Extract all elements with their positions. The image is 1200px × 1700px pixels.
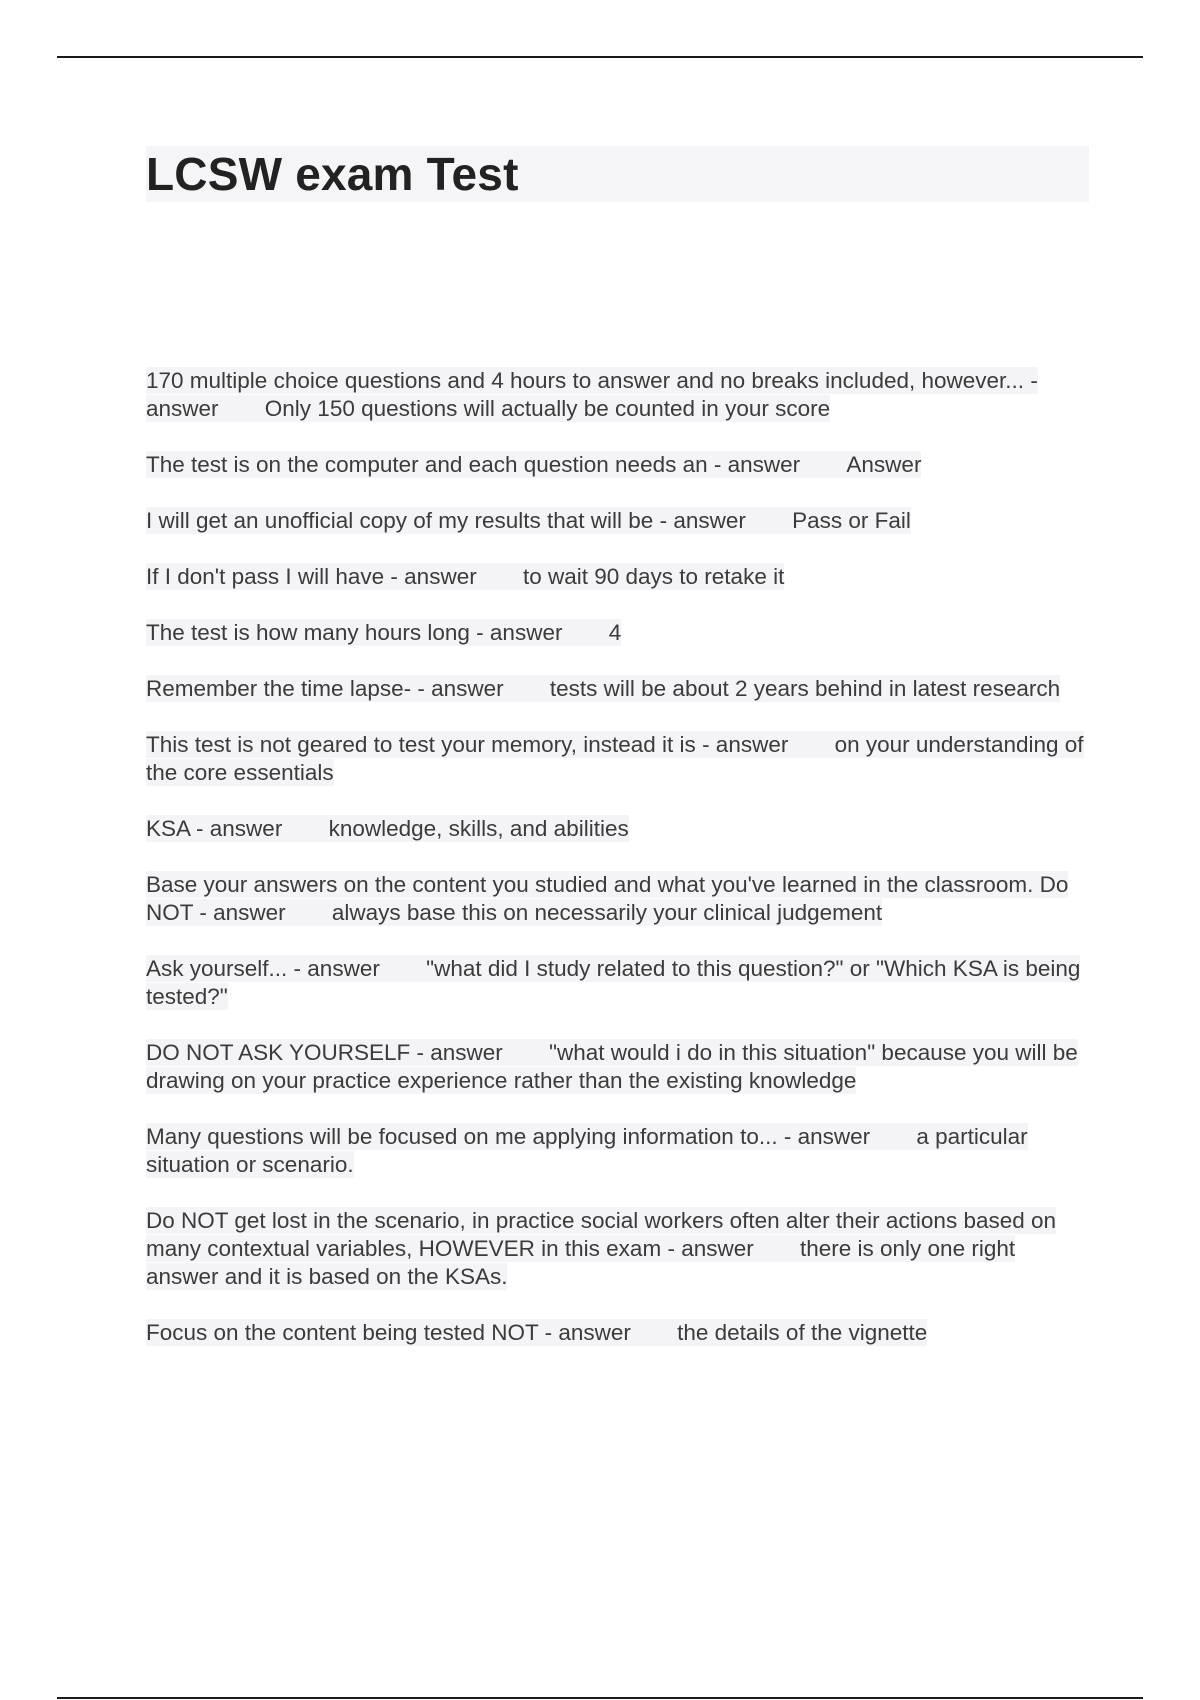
qa-list bbox=[146, 367, 1090, 1375]
answer-separator: - answer bbox=[384, 564, 483, 589]
answer-text: to wait 90 days to retake it bbox=[522, 564, 785, 589]
qa-item-10 bbox=[146, 955, 1090, 1011]
question-text: If I don't pass I will have bbox=[146, 564, 385, 589]
question-text: KSA bbox=[146, 816, 190, 841]
qa-item-2 bbox=[146, 451, 1090, 479]
answer-text: 4 bbox=[608, 620, 622, 645]
answer-separator: - answer bbox=[146, 368, 1038, 421]
top-rule bbox=[57, 56, 1143, 58]
answer-text: a particular situation or scenario. bbox=[146, 1124, 1028, 1177]
question-text: The test is how many hours long bbox=[146, 620, 470, 645]
answer-text: tests will be about 2 years behind in latest research bbox=[549, 676, 1061, 701]
question-text: Focus on the content being tested NOT bbox=[146, 1320, 539, 1345]
qa-item-1 bbox=[146, 367, 1090, 423]
answer-separator: - answer bbox=[695, 732, 795, 757]
question-text: 170 multiple choice questions and 4 hours to answer and no breaks included, however... bbox=[146, 368, 1025, 393]
qa-text bbox=[146, 1123, 1028, 1178]
answer-separator: - answer bbox=[653, 508, 753, 533]
qa-text bbox=[146, 871, 1068, 926]
answer-text: on your understanding of the core essentials bbox=[146, 732, 1084, 785]
qa-text bbox=[146, 619, 621, 646]
qa-item-3 bbox=[146, 507, 1090, 535]
question-text: DO NOT ASK YOURSELF bbox=[146, 1040, 411, 1065]
qa-item-9 bbox=[146, 871, 1090, 927]
qa-text bbox=[146, 675, 1060, 702]
answer-text: Only 150 questions will actually be counted in your score bbox=[264, 396, 831, 421]
question-text: I will get an unofficial copy of my results that will be bbox=[146, 508, 654, 533]
page-title: LCSW exam Test bbox=[146, 148, 519, 200]
answer-text: always base this on necessarily your clinical judgement bbox=[331, 900, 883, 925]
question-text: The test is on the computer and each question needs an bbox=[146, 452, 708, 477]
question-text: Do NOT get lost in the scenario, in practice social workers often alter their actions based on many contextual variables, HOWEVER in this exam bbox=[146, 1208, 1057, 1261]
question-text: Remember the time lapse- bbox=[146, 676, 412, 701]
bottom-rule bbox=[57, 1697, 1143, 1699]
qa-text bbox=[146, 563, 784, 590]
answer-text: "what would i do in this situation" because you will be drawing on your practice experience rather than the existing knowledge bbox=[146, 1040, 1078, 1093]
qa-text bbox=[146, 367, 1038, 422]
qa-item-12 bbox=[146, 1123, 1090, 1179]
question-text: Base your answers on the content you studied and what you've learned in the classroom. Do NOT bbox=[146, 872, 1069, 925]
qa-item-6 bbox=[146, 675, 1090, 703]
answer-text: Pass or Fail bbox=[792, 508, 911, 533]
answer-separator: - answer bbox=[411, 676, 510, 701]
qa-text bbox=[146, 731, 1084, 786]
answer-text: "what did I study related to this question?" or "Which KSA is being tested?" bbox=[146, 956, 1081, 1009]
answer-text: Answer bbox=[846, 452, 922, 477]
qa-item-11 bbox=[146, 1039, 1090, 1095]
answer-separator: - answer bbox=[777, 1124, 877, 1149]
question-text: Many questions will be focused on me applying information to... bbox=[146, 1124, 778, 1149]
qa-item-14 bbox=[146, 1319, 1090, 1347]
qa-item-5 bbox=[146, 619, 1090, 647]
answer-separator: - answer bbox=[287, 956, 387, 981]
qa-text bbox=[146, 1319, 927, 1346]
answer-separator: - answer bbox=[707, 452, 807, 477]
question-text: This test is not geared to test your memory, instead it is bbox=[146, 732, 696, 757]
answer-separator: - answer bbox=[193, 900, 292, 925]
answer-text: there is only one right answer and it is based on the KSAs. bbox=[146, 1236, 1016, 1289]
answer-separator: - answer bbox=[410, 1040, 510, 1065]
answer-separator: - answer bbox=[661, 1236, 760, 1261]
question-text: Ask yourself... bbox=[146, 956, 288, 981]
qa-item-13 bbox=[146, 1207, 1090, 1291]
qa-item-4 bbox=[146, 563, 1090, 591]
answer-separator: - answer bbox=[538, 1320, 638, 1345]
qa-text bbox=[146, 451, 921, 478]
answer-text: knowledge, skills, and abilities bbox=[328, 816, 629, 841]
qa-text bbox=[146, 507, 911, 534]
qa-text bbox=[146, 815, 629, 842]
answer-separator: - answer bbox=[469, 620, 569, 645]
qa-text bbox=[146, 1207, 1056, 1290]
answer-text: the details of the vignette bbox=[677, 1320, 928, 1345]
qa-text bbox=[146, 1039, 1078, 1094]
qa-item-7 bbox=[146, 731, 1090, 787]
qa-item-8 bbox=[146, 815, 1090, 843]
answer-separator: - answer bbox=[189, 816, 289, 841]
qa-text bbox=[146, 955, 1080, 1010]
